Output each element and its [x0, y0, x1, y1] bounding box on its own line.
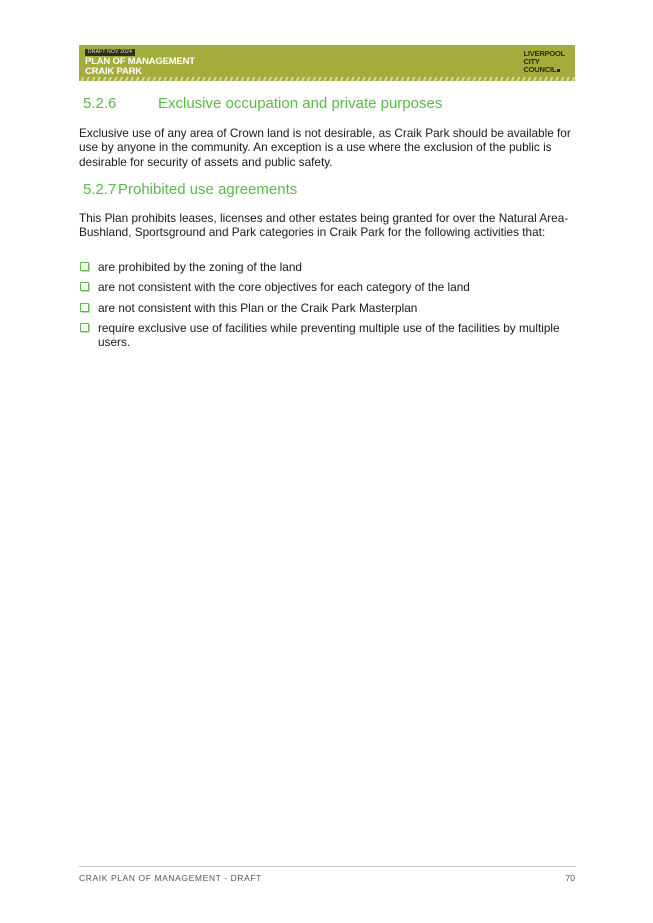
council-logo-line: LIVERPOOL	[523, 49, 565, 58]
section-number: 5.2.6	[83, 95, 117, 112]
council-logo	[523, 50, 565, 74]
checkbox-square-icon	[80, 262, 89, 271]
section-heading	[83, 95, 442, 113]
section-number: 5.2.7	[83, 181, 117, 198]
list-item-text: are not consistent with this Plan or the Craik Park Masterplan	[98, 300, 418, 315]
list-item	[79, 260, 579, 274]
logo-dot-icon	[557, 69, 560, 72]
footer-divider	[79, 866, 576, 867]
page-number: 70	[565, 873, 575, 883]
plan-title: PLAN OF MANAGEMENT	[85, 56, 195, 67]
list-item-text: require exclusive use of facilities while preventing multiple use of the facilities by multiple users.	[98, 320, 560, 350]
section-title: Exclusive occupation and private purposes	[158, 95, 443, 112]
header-banner	[79, 45, 575, 81]
section-title: Prohibited use agreements	[118, 181, 298, 198]
list-item	[79, 280, 579, 294]
checkbox-square-icon	[80, 323, 89, 332]
banner-stripe	[79, 77, 575, 81]
list-item	[79, 321, 579, 350]
council-logo-line: COUNCIL	[523, 66, 565, 74]
section-heading	[83, 181, 297, 199]
park-title: CRAIK PARK	[85, 66, 142, 77]
bullet-list	[79, 260, 579, 355]
list-item	[79, 301, 579, 315]
list-item-text: are not consistent with the core objectives for each category of the land	[98, 280, 470, 295]
section-body: This Plan prohibits leases, licenses and other estates being granted for over the Natural Area-Bushland, Sportsground and Park categories in Craik Park for the following activities that:	[79, 211, 569, 240]
section-body: Exclusive use of any area of Crown land is not desirable, as Craik Park should be available for use by anyone in the community. An exception is a use where the exclusion of the public is desirable for security of assets and public safety.	[79, 126, 571, 169]
council-logo-line: CITY	[523, 57, 540, 66]
checkbox-square-icon	[80, 303, 89, 312]
footer-title: CRAIK PLAN OF MANAGEMENT - DRAFT	[79, 873, 262, 883]
draft-tag: DRAFT NOV 2024	[85, 49, 135, 56]
list-item-text: are prohibited by the zoning of the land	[98, 260, 302, 274]
checkbox-square-icon	[80, 282, 89, 291]
